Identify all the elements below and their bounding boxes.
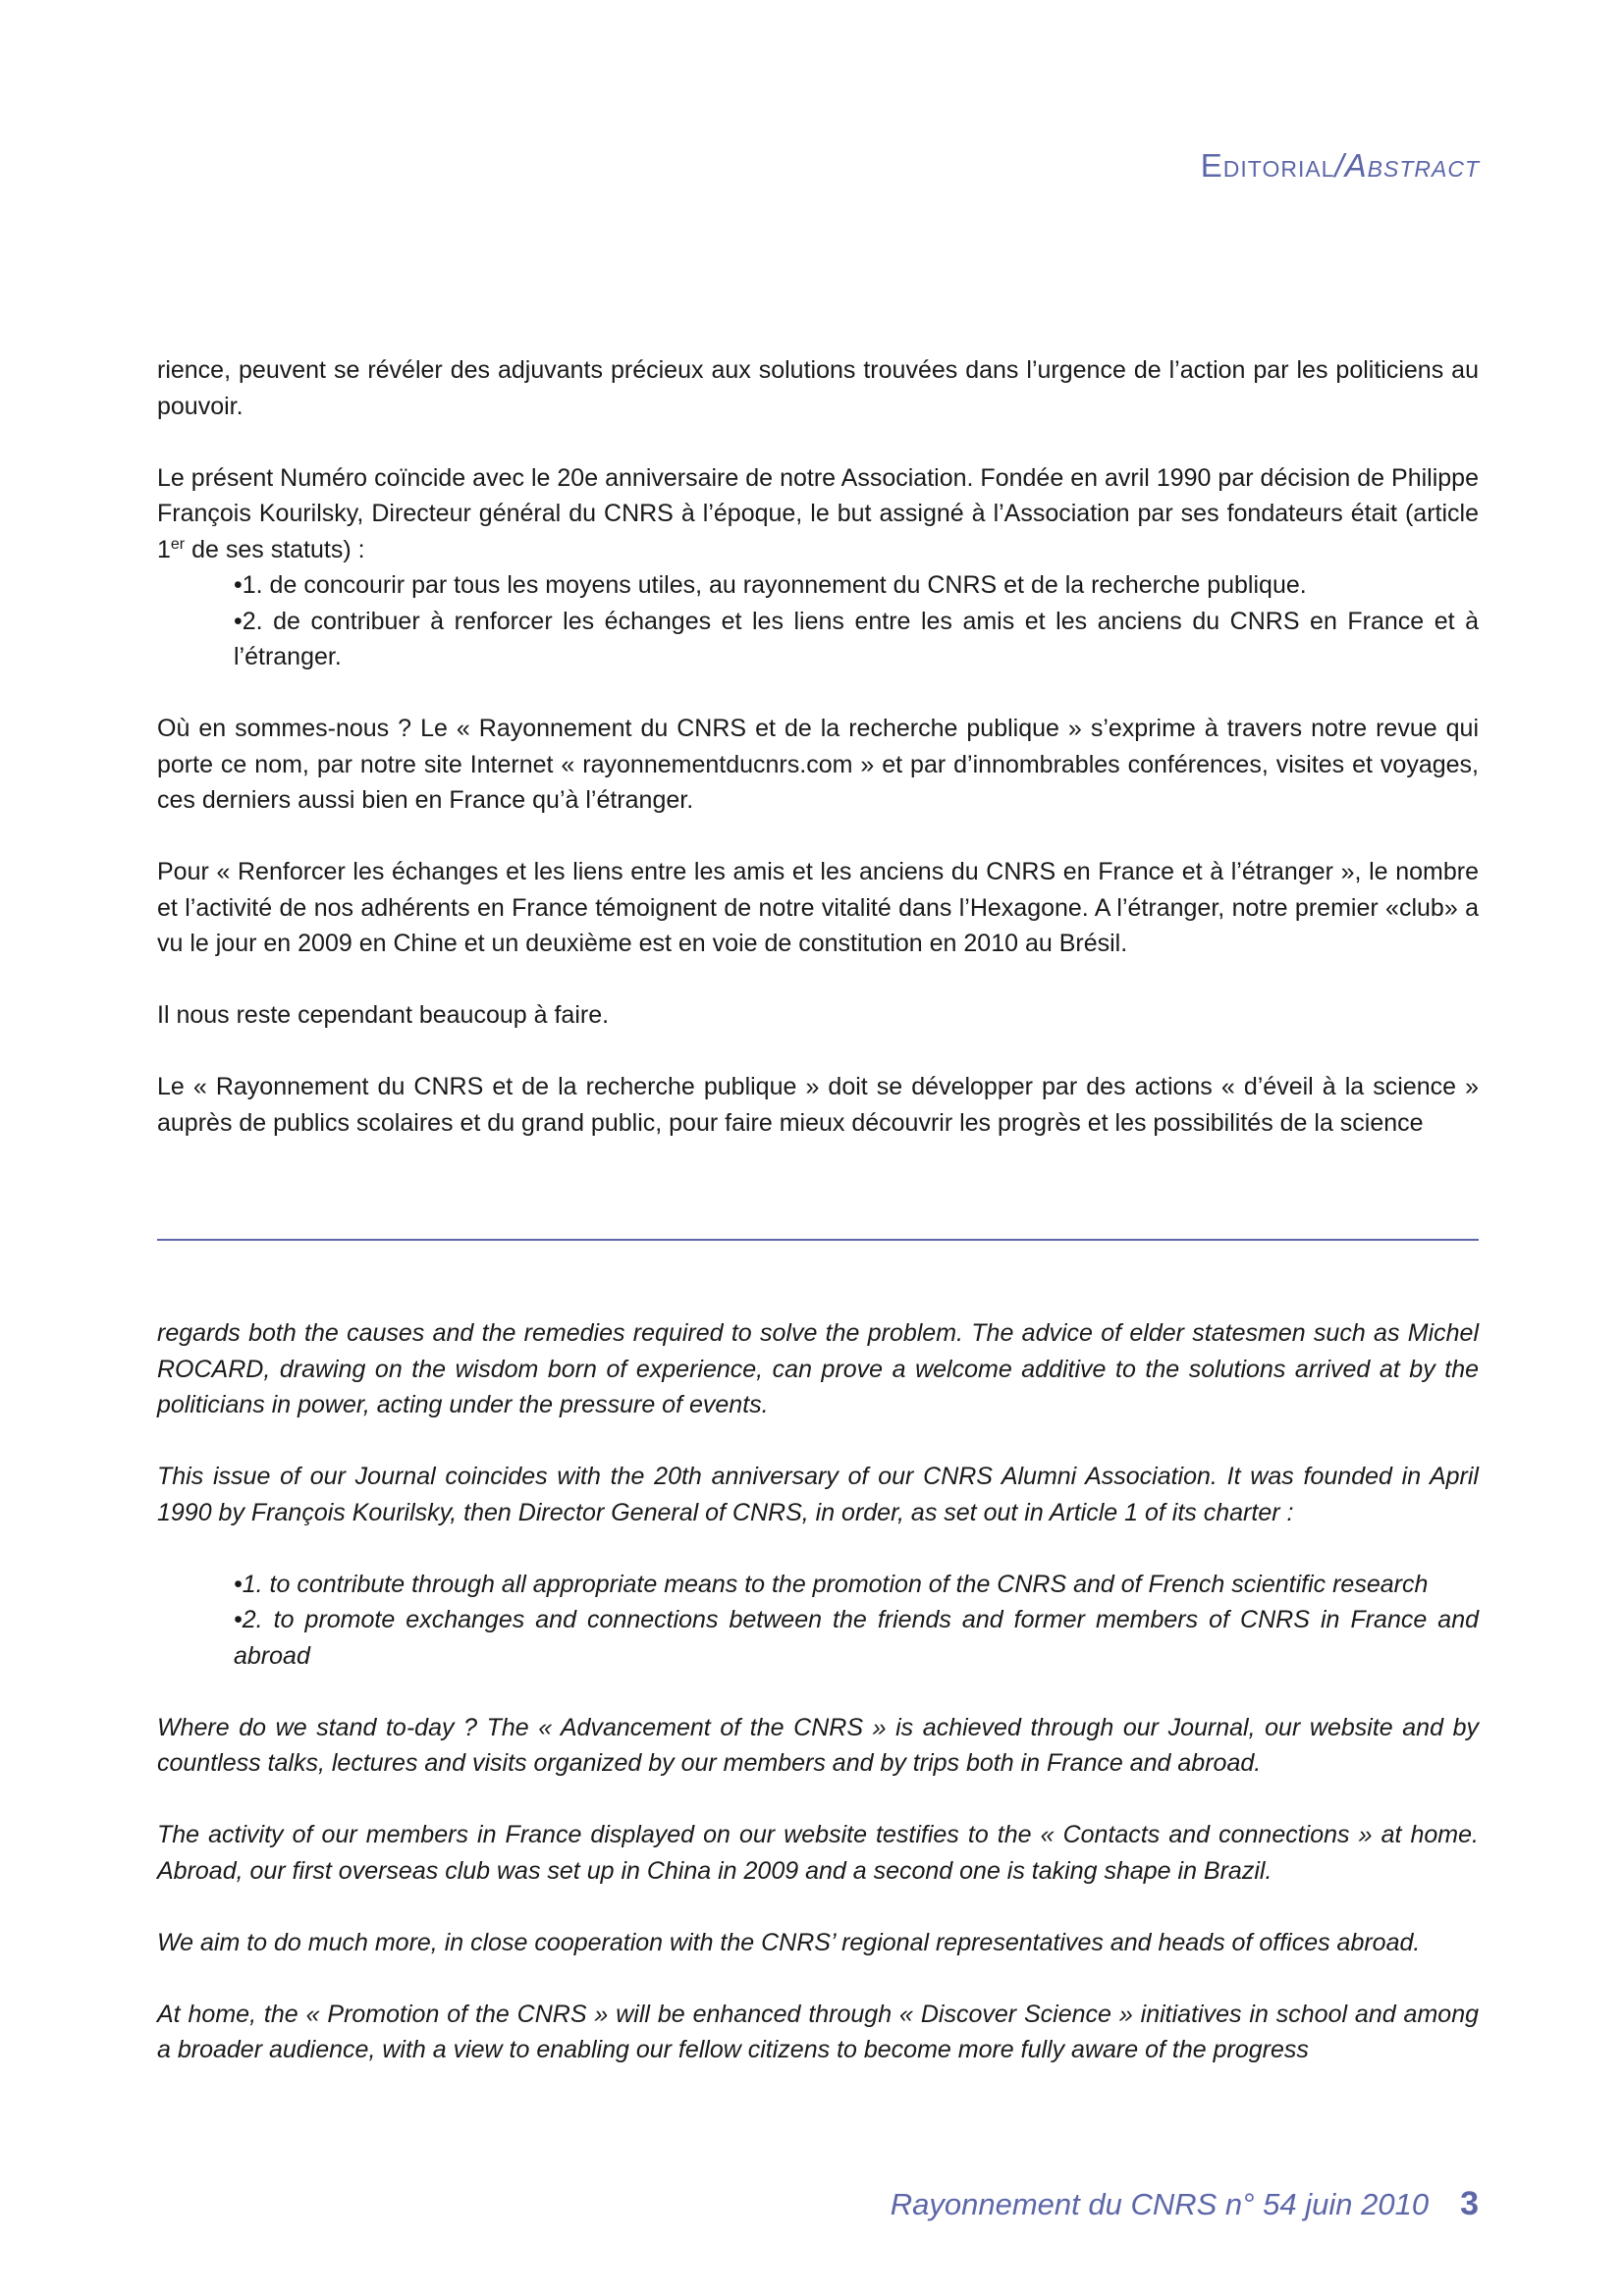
en-paragraph-3: Where do we stand to-day ? The « Advancement of the CNRS » is achieved through our Journal, our website and by countless talks, lectures and visits organized by our members and by trips both in France and abroad. <box>157 1713 1479 1777</box>
fr-paragraph-2-text: Le présent Numéro coïncide avec le 20e anniversaire de notre Association. Fondée en avril 1990 par décision de Philippe François Kourilsky, Directeur général du CNRS à l’époque, le but assigné à l’Association par ses fondateurs était (article 1 <box>157 463 1479 563</box>
en-bullet-list <box>157 1567 1479 1675</box>
english-text <box>157 1315 1479 2104</box>
header-abstract: Abstract <box>1344 147 1480 184</box>
fr-paragraph-6: Le « Rayonnement du CNRS et de la recherche publique » doit se développer par des actions « d’éveil à la science » auprès de publics scolaires et du grand public, pour faire mieux découvrir les progrès et les possibilités de la science <box>157 1073 1479 1137</box>
fr-paragraph-1: rience, peuvent se révéler des adjuvants précieux aux solutions trouvées dans l’urgence de l’action par les politiciens au pouvoir. <box>157 356 1479 420</box>
fr-bullet-list <box>157 567 1479 675</box>
header-separator: / <box>1334 147 1345 184</box>
page-number: 3 <box>1460 2185 1479 2222</box>
bullet-dot-icon: • <box>234 1570 243 1598</box>
fr-superscript: er <box>170 535 186 553</box>
en-paragraph-1: regards both the causes and the remedies required to solve the problem. The advice of elder statesmen such as Michel ROCARD, drawing on the wisdom born of experience, can prove a welcome additive to the solutions arrived at by the politicians in power, acting under the pressure of events. <box>157 1319 1479 1418</box>
french-text <box>157 352 1479 1177</box>
header-editorial: Editorial <box>1200 147 1335 184</box>
fr-paragraph-4: Pour « Renforcer les échanges et les liens entre les amis et les anciens du CNRS en France et à l’étranger », le nombre et l’activité de nos adhérents en France témoignent de notre vitalité dans l’Hexagone. A l’étranger, notre premier «club» a vu le jour en 2009 en Chine et un deuxième est en voie de constitution en 2010 au Brésil. <box>157 858 1479 957</box>
page-footer <box>891 2185 1479 2223</box>
en-paragraph-5: We aim to do much more, in close cooperation with the CNRS’ regional representatives and heads of offices abroad. <box>157 1928 1421 1956</box>
fr-bullet-text: 1. de concourir par tous les moyens utiles, au rayonnement du CNRS et de la recherche publique. <box>242 571 1307 599</box>
fr-bullet-text: 2. de contribuer à renforcer les échanges et les liens entre les amis et les anciens du CNRS en France et à l’étranger. <box>234 607 1479 670</box>
en-bullet-text: 2. to promote exchanges and connections between the friends and former members of CNRS in France and abroad <box>234 1606 1479 1670</box>
fr-paragraph-3: Où en sommes-nous ? Le « Rayonnement du CNRS et de la recherche publique » s’exprime à travers notre revue qui porte ce nom, par notre site Internet « rayonnementducnrs.com » et par d’innombrables conférences, visites et voyages, ces derniers aussi bien en France qu’à l’étranger. <box>157 715 1479 814</box>
fr-paragraph-2-end: de ses statuts) : <box>185 535 365 563</box>
section-header <box>1201 147 1480 185</box>
en-paragraph-6: At home, the « Promotion of the CNRS » will be enhanced through « Discover Science » initiatives in school and among a broader audience, with a view to enabling our fellow citizens to become more fully aware of the progress <box>157 2000 1479 2063</box>
bullet-dot-icon: • <box>234 1606 243 1633</box>
en-bullet-item <box>234 1567 1479 1603</box>
en-paragraph-4: The activity of our members in France displayed on our website testifies to the « Contacts and connections » at home. Abroad, our first overseas club was set up in China in 2009 and a second one is taking shape in Brazil. <box>157 1821 1479 1885</box>
bullet-dot-icon: • <box>234 571 243 599</box>
fr-bullet-item <box>234 567 1479 604</box>
en-paragraph-2: This issue of our Journal coincides with the 20th anniversary of our CNRS Alumni Association. It was founded in April 1990 by François Kourilsky, then Director General of CNRS, in order, as set out in Article 1 of its charter : <box>157 1463 1479 1526</box>
journal-issue: Rayonnement du CNRS n° 54 juin 2010 <box>890 2187 1430 2221</box>
fr-paragraph-2 <box>157 460 1479 568</box>
en-bullet-text: 1. to contribute through all appropriate means to the promotion of the CNRS and of French scientific research <box>242 1570 1429 1598</box>
fr-paragraph-5: Il nous reste cependant beaucoup à faire. <box>157 1001 610 1029</box>
en-bullet-item <box>234 1602 1479 1674</box>
section-divider <box>157 1239 1479 1241</box>
bullet-dot-icon: • <box>234 607 243 635</box>
fr-bullet-item <box>234 604 1479 675</box>
